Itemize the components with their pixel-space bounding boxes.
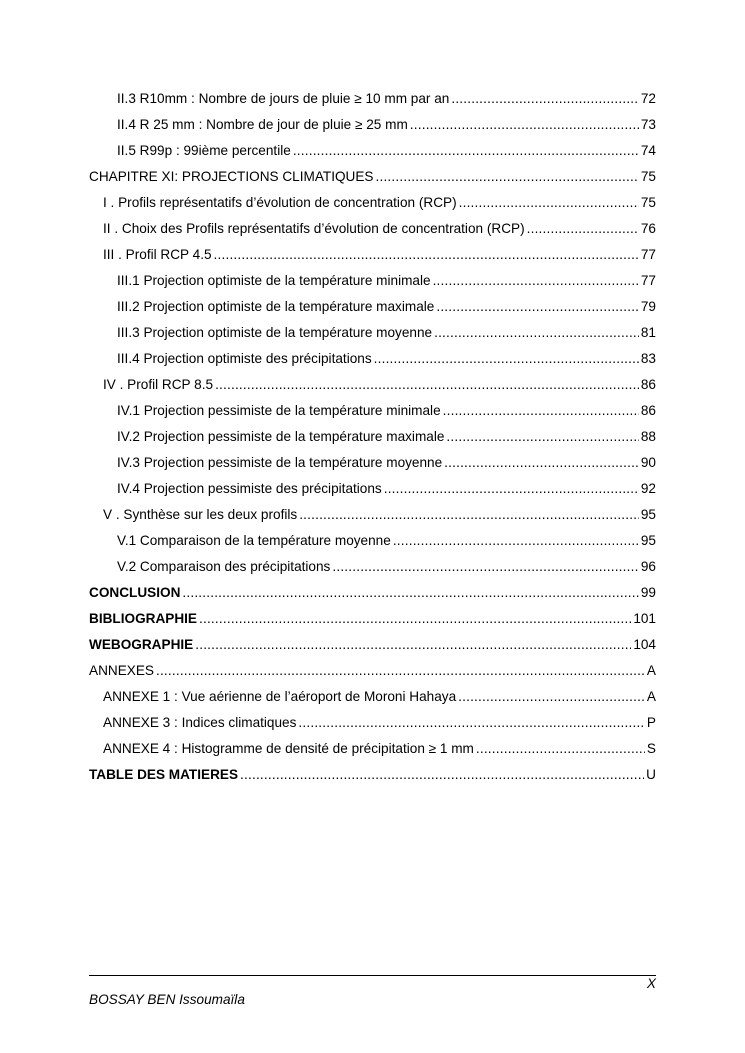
toc-entry-title: IV.4 Projection pessimiste des précipitations [117,481,382,496]
toc-entry-title: III . Profil RCP 4.5 [103,247,212,262]
dot-leader [527,216,639,242]
toc-entry-page: 101 [633,611,656,626]
toc-entry[interactable] [89,112,656,138]
toc-entry-page: P [646,715,656,730]
toc-entry-title: ANNEXE 3 : Indices climatiques [103,715,297,730]
toc-entry-page: 88 [640,429,656,444]
dot-leader [374,346,639,372]
toc-entry-title: III.4 Projection optimiste des précipitations [117,351,372,366]
dot-leader [446,424,638,450]
toc-entry-title: IV.1 Projection pessimiste de la température minimale [117,403,441,418]
toc-entry-page: 95 [640,507,656,522]
dot-leader [293,138,639,164]
toc-entry-page: 86 [640,377,656,392]
dot-leader [444,450,639,476]
toc-entry[interactable] [89,476,656,502]
toc-entry-page: 76 [640,221,656,236]
dot-leader [156,658,645,684]
toc-entry-title: ANNEXES [89,663,154,678]
dot-leader [451,86,639,112]
toc-entry[interactable] [89,138,656,164]
toc-entry[interactable] [89,684,656,710]
toc-entry-title: II . Choix des Profils représentatifs d’évolution de concentration (RCP) [103,221,525,236]
footer-page-number: X [646,976,656,991]
toc-entry-title: V.1 Comparaison de la température moyenne [117,533,391,548]
dot-leader [434,320,639,346]
toc-entry[interactable] [89,320,656,346]
toc-entry-page: U [646,767,656,782]
dot-leader [384,476,639,502]
toc-entry-title: V.2 Comparaison des précipitations [117,559,331,574]
dot-leader [393,528,639,554]
toc-entry[interactable] [89,606,656,632]
toc-entry-title: II.4 R 25 mm : Nombre de jour de pluie ≥ 25 mm [117,117,408,132]
toc-entry-title: IV.3 Projection pessimiste de la température moyenne [117,455,443,470]
dot-leader [332,554,639,580]
dot-leader [433,268,639,294]
toc-entry[interactable] [89,398,656,424]
toc-entry-page: 74 [640,143,656,158]
toc-entry-title: IV.2 Projection pessimiste de la température maximale [117,429,445,444]
table-of-contents [89,86,656,788]
dot-leader [436,294,639,320]
dot-leader [298,710,645,736]
toc-entry-title: ANNEXE 1 : Vue aérienne de l’aéroport de Moroni Hahaya [103,689,457,704]
toc-entry-title: II.3 R10mm : Nombre de jours de pluie ≥ 10 mm par an [117,91,450,106]
dot-leader [476,736,645,762]
toc-entry-page: 90 [640,455,656,470]
toc-entry[interactable] [89,372,656,398]
toc-entry-title: BIBLIOGRAPHIE [89,611,197,626]
toc-entry-page: 86 [640,403,656,418]
dot-leader [376,164,639,190]
toc-entry-title: III.1 Projection optimiste de la température minimale [117,273,431,288]
footer-divider [89,975,656,976]
dot-leader [458,684,645,710]
toc-entry-page: 99 [640,585,656,600]
toc-entry[interactable] [89,190,656,216]
toc-entry[interactable] [89,164,656,190]
toc-entry-page: 75 [640,195,656,210]
toc-entry-title: III.2 Projection optimiste de la température maximale [117,299,435,314]
toc-entry[interactable] [89,294,656,320]
toc-entry-title: CONCLUSION [89,585,181,600]
dot-leader [214,242,639,268]
toc-entry-page: 81 [640,325,656,340]
dot-leader [199,606,631,632]
toc-entry[interactable] [89,710,656,736]
toc-entry-page: 96 [640,559,656,574]
toc-entry-title: ANNEXE 4 : Histogramme de densité de précipitation ≥ 1 mm [103,741,474,756]
toc-entry-title: V . Synthèse sur les deux profils [103,507,298,522]
dot-leader [443,398,639,424]
toc-entry-page: 83 [640,351,656,366]
toc-entry[interactable] [89,580,656,606]
toc-entry-page: 72 [640,91,656,106]
toc-entry-page: 95 [640,533,656,548]
dot-leader [182,580,638,606]
toc-entry-title: IV . Profil RCP 8.5 [103,377,214,392]
toc-entry-page: 104 [633,637,656,652]
footer-author: BOSSAY BEN Issoumaïla [89,992,245,1007]
toc-entry-title: TABLE DES MATIERES [89,767,239,782]
toc-entry-title: II.5 R99p : 99ième percentile [117,143,291,158]
toc-entry-page: 73 [640,117,656,132]
toc-entry-page: 92 [640,481,656,496]
toc-entry[interactable] [89,762,656,788]
toc-entry-page: 77 [640,273,656,288]
dot-leader [240,762,644,788]
toc-entry[interactable] [89,216,656,242]
toc-entry[interactable] [89,86,656,112]
toc-entry[interactable] [89,632,656,658]
toc-entry-title: WEBOGRAPHIE [89,637,194,652]
toc-entry[interactable] [89,450,656,476]
toc-entry-title: I . Profils représentatifs d’évolution de concentration (RCP) [103,195,457,210]
toc-entry-page: A [646,689,656,704]
toc-entry-page: 79 [640,299,656,314]
dot-leader [459,190,639,216]
toc-entry[interactable] [89,424,656,450]
toc-entry[interactable] [89,658,656,684]
dot-leader [215,372,639,398]
dot-leader [195,632,631,658]
toc-entry[interactable] [89,736,656,762]
toc-entry[interactable] [89,528,656,554]
toc-entry-title: III.3 Projection optimiste de la température moyenne [117,325,433,340]
dot-leader [299,502,639,528]
toc-entry[interactable] [89,268,656,294]
toc-entry[interactable] [89,554,656,580]
toc-entry[interactable] [89,502,656,528]
toc-entry[interactable] [89,242,656,268]
toc-entry-page: 77 [640,247,656,262]
toc-entry-title: CHAPITRE XI: PROJECTIONS CLIMATIQUES [89,169,374,184]
toc-entry-page: A [646,663,656,678]
toc-entry-page: S [646,741,656,756]
toc-entry[interactable] [89,346,656,372]
toc-entry-page: 75 [640,169,656,184]
dot-leader [410,112,639,138]
